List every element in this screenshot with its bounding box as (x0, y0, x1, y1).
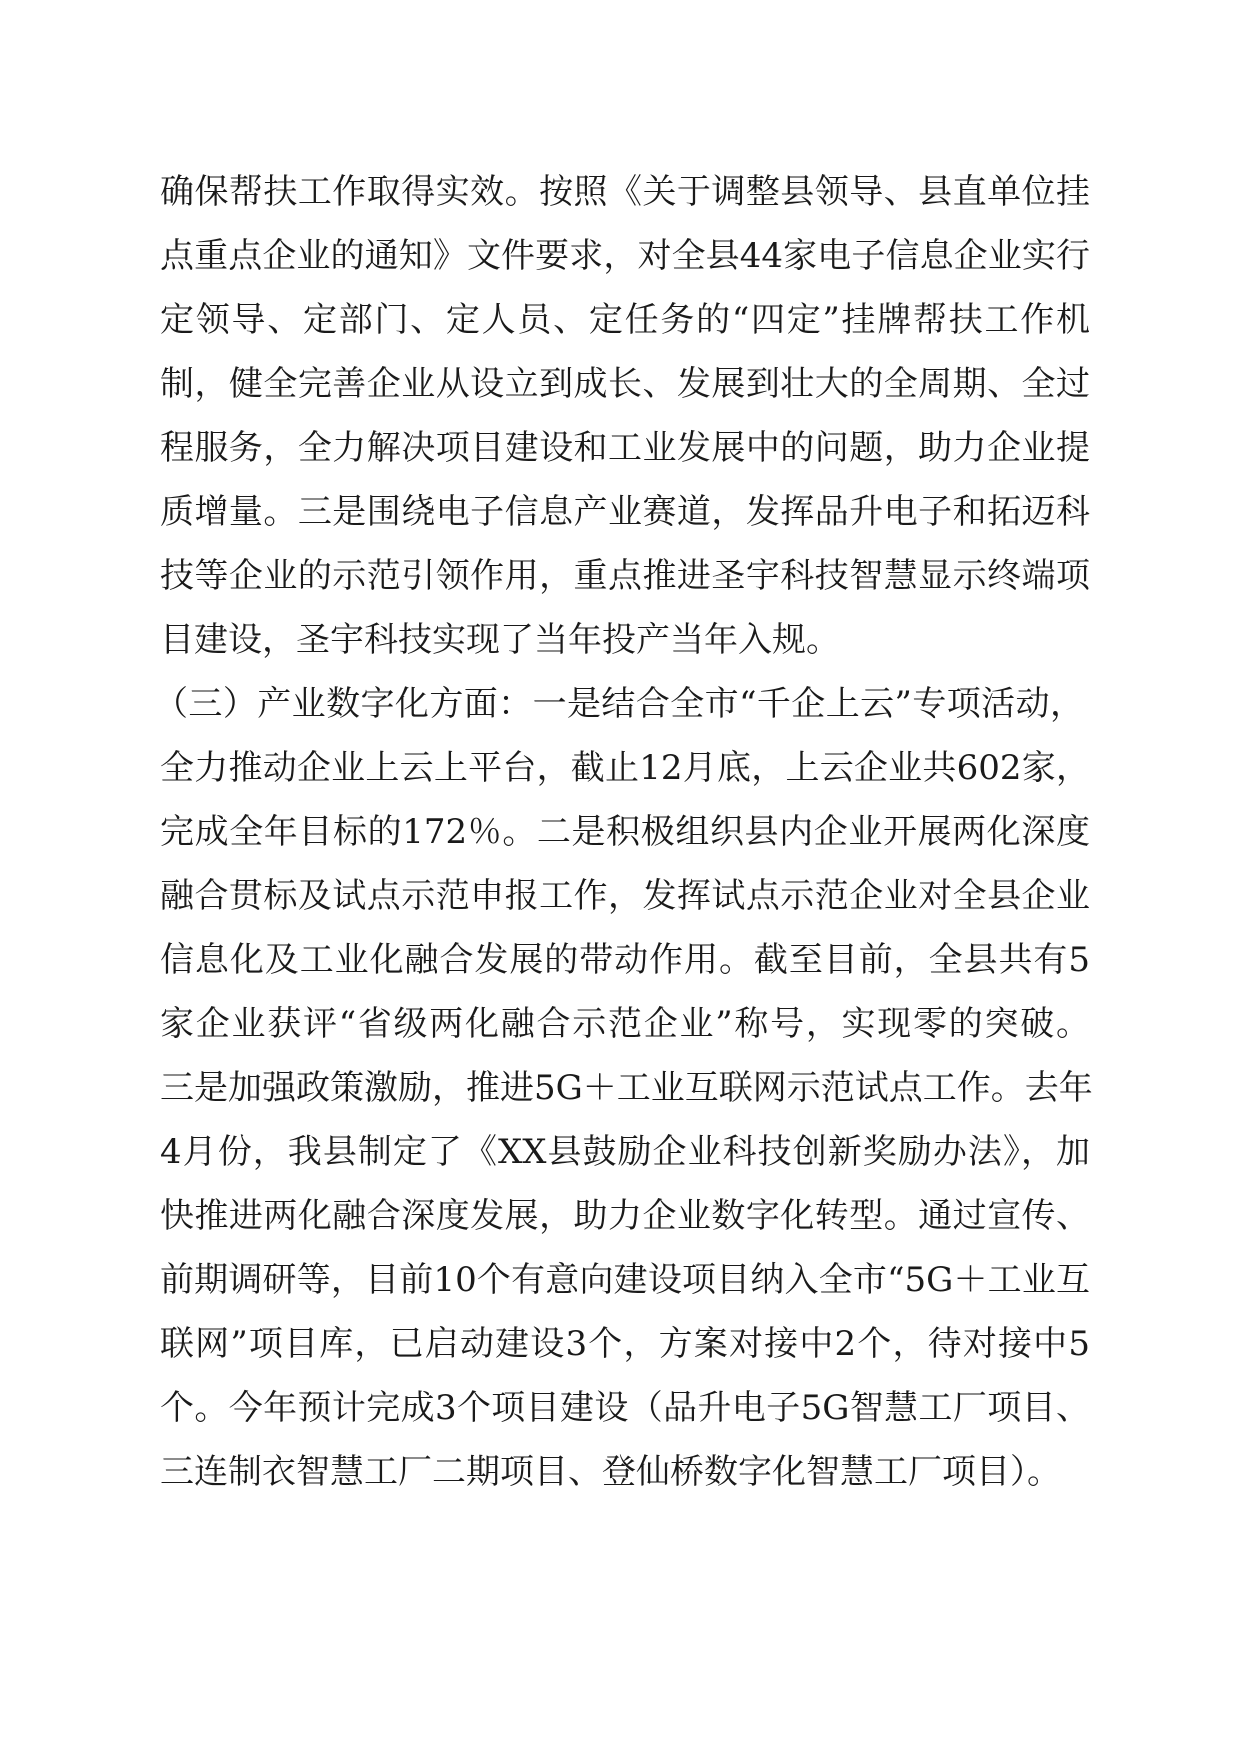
section-heading-line: （三）产业数字化方面：一是结合全市“千企上云”专项活动， (154, 684, 1084, 724)
text-line: 个。今年预计完成3个项目建设（品升电子5G智慧工厂项目、 (160, 1388, 1090, 1428)
text-line: 联网”项目库，已启动建设3个，方案对接中2个，待对接中5 (160, 1324, 1090, 1364)
text-line: 完成全年目标的172％。二是积极组织县内企业开展两化深度 (160, 812, 1090, 852)
text-line: 三是加强政策激励，推进5G＋工业互联网示范试点工作。去年 (160, 1068, 1093, 1108)
text-line: 确保帮扶工作取得实效。按照《关于调整县领导、县直单位挂 (160, 172, 1090, 212)
text-line: 技等企业的示范引领作用，重点推进圣宇科技智慧显示终端项 (160, 556, 1090, 596)
text-line: 前期调研等，目前10个有意向建设项目纳入全市“5G＋工业互 (160, 1260, 1090, 1300)
text-line: 快推进两化融合深度发展，助力企业数字化转型。通过宣传、 (160, 1196, 1090, 1236)
text-line: 信息化及工业化融合发展的带动作用。截至目前，全县共有5 (160, 940, 1090, 980)
text-line: 定领导、定部门、定人员、定任务的“四定”挂牌帮扶工作机 (160, 300, 1090, 340)
text-line: 全力推动企业上云上平台，截止12月底，上云企业共602家， (160, 748, 1090, 788)
text-line: 制，健全完善企业从设立到成长、发展到壮大的全周期、全过 (160, 364, 1090, 404)
text-line: 目建设，圣宇科技实现了当年投产当年入规。 (160, 620, 840, 660)
text-line: 质增量。三是围绕电子信息产业赛道，发挥品升电子和拓迈科 (160, 492, 1090, 532)
text-line: 家企业获评“省级两化融合示范企业”称号，实现零的突破。 (160, 1004, 1090, 1044)
text-line: 融合贯标及试点示范申报工作，发挥试点示范企业对全县企业 (160, 876, 1090, 916)
text-line: 三连制衣智慧工厂二期项目、登仙桥数字化智慧工厂项目）。 (160, 1452, 1061, 1492)
text-line: 程服务，全力解决项目建设和工业发展中的问题，助力企业提 (160, 428, 1090, 468)
text-line: 点重点企业的通知》文件要求，对全县44家电子信息企业实行 (160, 236, 1090, 276)
text-line: 4月份，我县制定了《XX县鼓励企业科技创新奖励办法》，加 (160, 1132, 1090, 1172)
